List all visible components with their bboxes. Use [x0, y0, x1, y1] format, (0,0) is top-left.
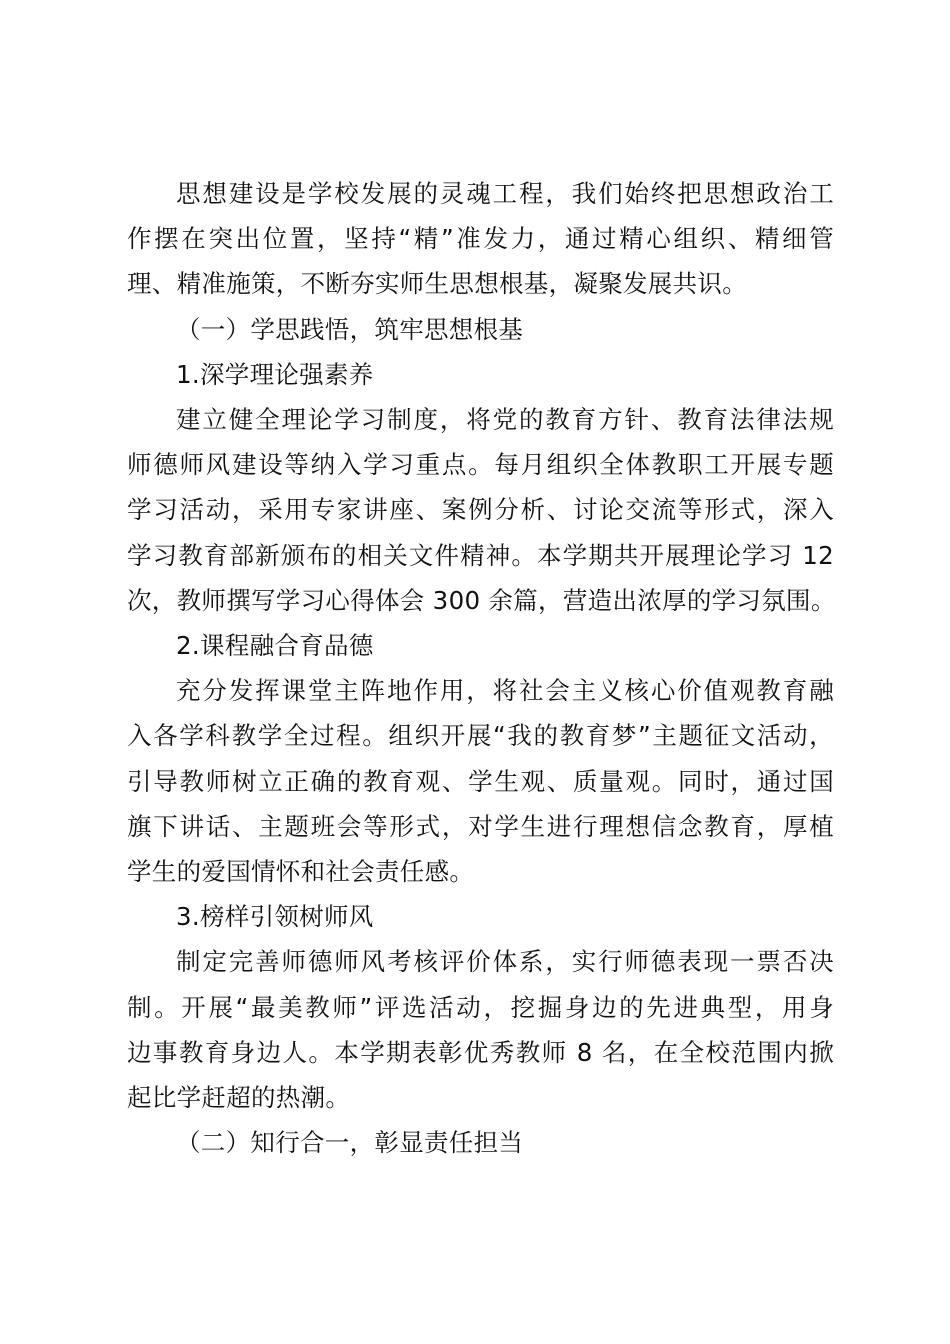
text-line: 制。开展“最美教师”评选活动，挖掘身边的先进典型，用身 [127, 992, 834, 1022]
text-line: 思想建设是学校发展的灵魂工程，我们始终把思想政治工 [176, 179, 834, 208]
text-line: 作摆在突出位置，坚持“精”准发力，通过精心组织、精细管 [127, 224, 834, 254]
text-line: 建立健全理论学习制度，将党的教育方针、教育法律法规 [176, 405, 834, 435]
section-heading-1: （一）学思践悟，筑牢思想根基 [176, 314, 524, 344]
text-line: 旗下讲话、主题班会等形式，对学生进行理想信念教育，厚植 [127, 811, 834, 841]
document-body [127, 171, 834, 1165]
section-heading-2: （二）知行合一，彰显责任担当 [176, 1128, 524, 1158]
text-line: 学生的爱国情怀和社会责任感。 [127, 857, 475, 887]
text-line: 学习教育部新颁布的相关文件精神。本学期共开展理论学习 12 [127, 540, 834, 570]
text-line: 学习活动，采用专家讲座、案例分析、讨论交流等形式，深入 [127, 495, 834, 525]
text-line: 次，教师撰写学习心得体会 300 余篇，营造出浓厚的学习氛围。 [127, 585, 836, 615]
intro-paragraph [127, 171, 834, 307]
subsection-2-paragraph [127, 668, 834, 894]
text-line: 起比学赶超的热潮。 [127, 1083, 351, 1113]
text-line: 充分发挥课堂主阵地作用，将社会主义核心价值观教育融 [176, 676, 834, 706]
subsection-3-paragraph [127, 939, 834, 1120]
text-line: 入各学科教学全过程。组织开展“我的教育梦”主题征文活动， [127, 721, 834, 751]
text-line: 边事教育身边人。本学期表彰优秀教师 8 名，在全校范围内掀 [127, 1037, 834, 1067]
subsection-1-paragraph [127, 397, 834, 623]
subsection-heading-1: 1.深学理论强素养 [176, 359, 374, 389]
text-line: 制定完善师德师风考核评价体系，实行师德表现一票否决 [176, 947, 834, 977]
subsection-heading-3: 3.榜样引领树师风 [176, 902, 374, 932]
text-line: 师德师风建设等纳入学习重点。每月组织全体教职工开展专题 [127, 450, 834, 480]
subsection-heading-2: 2.课程融合育品德 [176, 631, 374, 661]
text-line: 理、精准施策，不断夯实师生思想根基，凝聚发展共识。 [127, 269, 747, 299]
text-line: 引导教师树立正确的教育观、学生观、质量观。同时，通过国 [127, 766, 834, 796]
